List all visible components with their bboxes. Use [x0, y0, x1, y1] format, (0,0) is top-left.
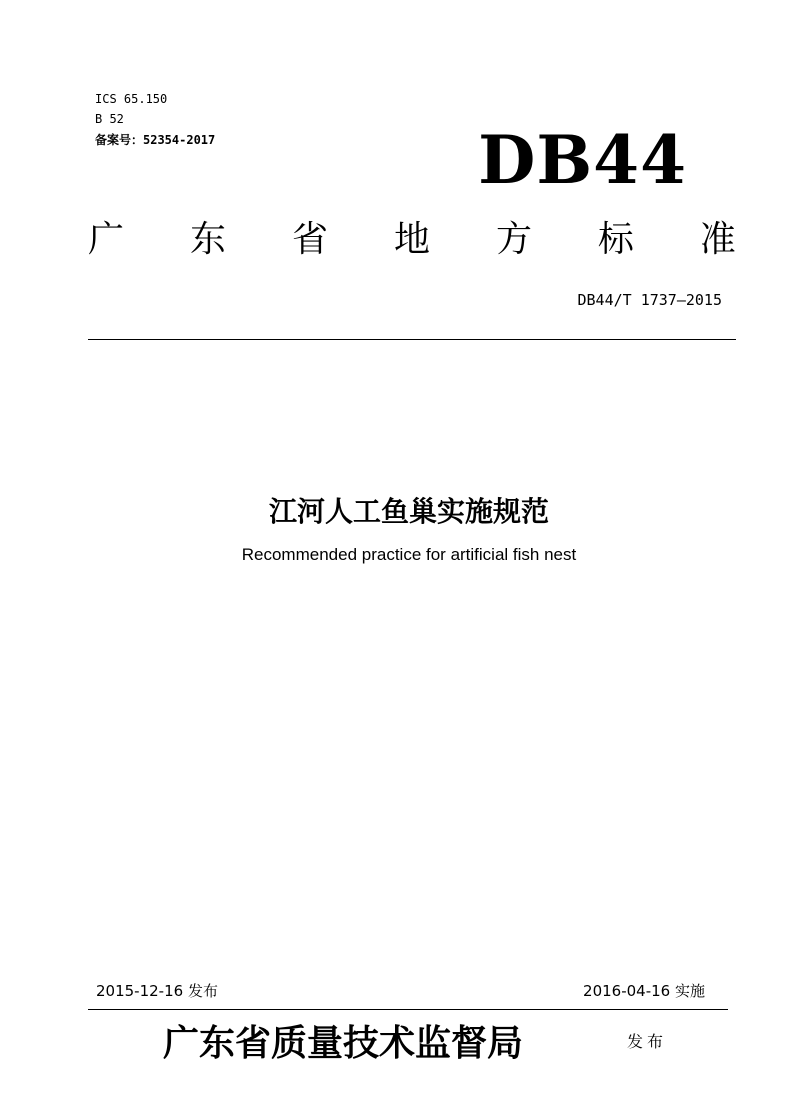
header-title-char: 地	[393, 218, 430, 260]
header-title-char: 广	[88, 218, 125, 260]
document-title-english: Recommended practice for artificial fish nest	[241, 545, 577, 564]
header-title-char: 标	[597, 218, 634, 260]
effective-date: 2016-04-16 实施	[583, 982, 705, 1000]
ics-code: ICS 65.150	[95, 92, 168, 106]
top-divider	[88, 339, 736, 340]
document-title: 江河人工鱼巢实施规范	[268, 495, 549, 528]
issuing-authority: 广东省质量技术监督局	[163, 1022, 524, 1064]
issue-date: 2015-12-16 发布	[96, 982, 218, 1000]
classification-code: B 52	[95, 112, 124, 126]
standard-number: DB44/T 1737—2015	[577, 291, 722, 309]
filing-number: 备案号：52354-2017	[95, 133, 216, 147]
header-title-char: 方	[495, 218, 532, 260]
bottom-divider	[88, 1009, 728, 1010]
issuer-suffix: 发布	[627, 1032, 668, 1051]
header-title-char: 准	[699, 218, 736, 260]
header-title-char: 省	[291, 218, 328, 260]
standard-category-title	[88, 212, 736, 260]
header-title-char: 东	[189, 218, 226, 260]
standard-logo: DB44	[478, 121, 687, 199]
